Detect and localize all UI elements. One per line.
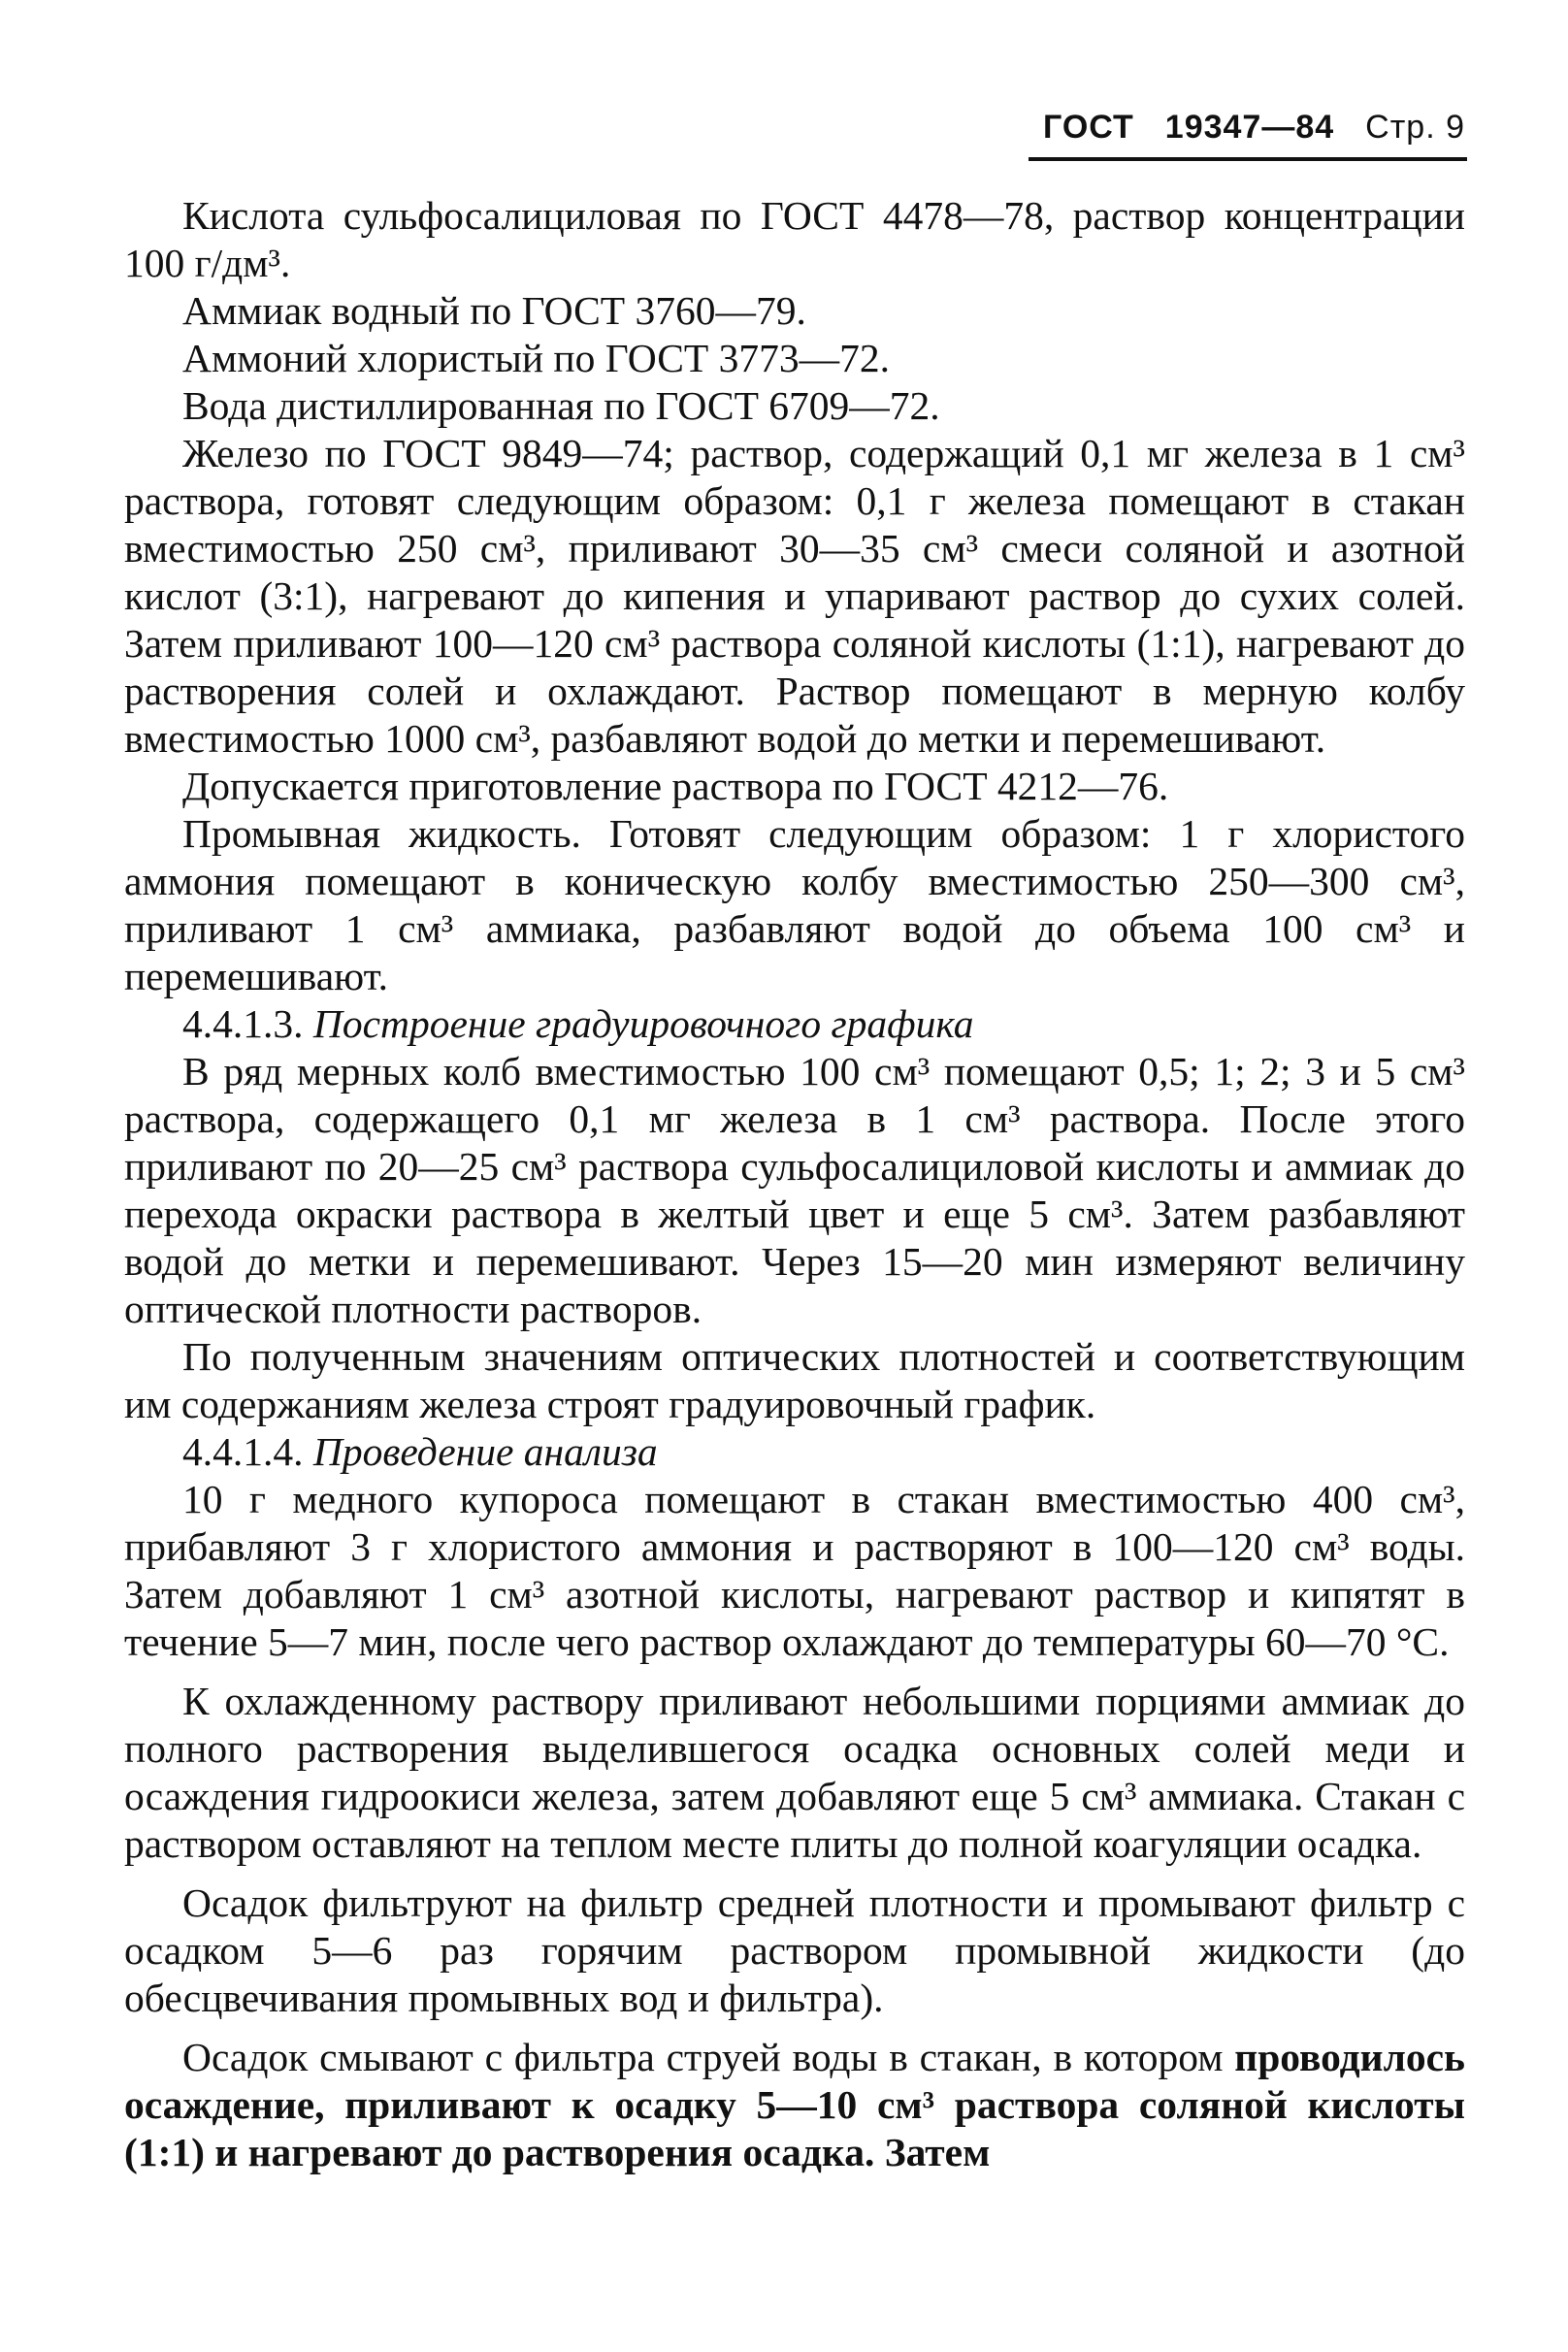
body-text (124, 192, 1465, 2176)
paragraph-analysis-step-4-end: проводилось осаждение, приливают к осадку 5—10 см³ раствора соляной кислоты (1:1) и нагревают до растворения осадка. Затем (124, 2035, 1465, 2174)
header-page-label: Стр. 9 (1365, 109, 1465, 146)
section-number: 4.4.1.3. (182, 1001, 304, 1046)
header-standard: ГОСТ (1043, 109, 1134, 146)
paragraph-analysis-step-3: Осадок фильтруют на фильтр средней плотности и промывают фильтр с осадком 5—6 раз горячим раствором промывной жидкости (до обесцвечивания промывных вод и фильтра). (124, 1880, 1465, 2020)
section-number: 4.4.1.4. (182, 1429, 304, 1474)
paragraph-washing-liquid: Промывная жидкость. Готовят следующим образом: 1 г хлористого аммония помещают в коническую колбу вместимостью 250—300 см³, приливают 1 см³ аммиака, разбавляют водой до объема 100 см³ и перемешивают. (124, 811, 1465, 998)
section-title: Построение градуировочного графика (312, 1001, 974, 1046)
section-heading-4-4-1-3 (124, 1000, 1465, 1048)
section-title: Проведение анализа (312, 1429, 658, 1474)
paragraph-iron-solution: Железо по ГОСТ 9849—74; раствор, содержащий 0,1 мг железа в 1 см³ раствора, готовят следующим образом: 0,1 г железа помещают в стакан вместимостью 250 см³, приливают 30—35 см³ смеси соляной и азотной кислот (3:1), нагревают до кипения и упаривают раствор до сухих солей. Затем приливают 100—120 см³ раствора соляной кислоты (1:1), нагревают до растворения солей и охлаждают. Раствор помещают в мерную колбу вместимостью 1000 см³, разбавляют водой до метки и перемешивают. (124, 431, 1465, 761)
paragraph-calibration-procedure: В ряд мерных колб вместимостью 100 см³ помещают 0,5; 1; 2; 3 и 5 см³ раствора, содержащего 0,1 мг железа в 1 см³ раствора. После этого приливают по 20—25 см³ раствора сульфосалициловой кислоты и аммиак до перехода окраски раствора в желтый цвет и еще 5 см³. Затем разбавляют водой до метки и перемешивают. Через 15—20 мин измеряют величину оптической плотности растворов. (124, 1049, 1465, 1331)
paragraph-sulfosalicylic-acid: Кислота сульфосалициловая по ГОСТ 4478—78, раствор концентрации 100 г/дм³. (124, 193, 1465, 285)
header-rule (1029, 157, 1467, 161)
running-header (1038, 109, 1465, 147)
paragraph-analysis-step-4 (124, 2034, 1465, 2176)
paragraph-analysis-step-1: 10 г медного купороса помещают в стакан вместимостью 400 см³, прибавляют 3 г хлористого аммония и растворяют в 100—120 см³ воды. Затем добавляют 1 см³ азотной кислоты, нагревают раствор и кипятят в течение 5—7 мин, после чего раствор охлаждают до температуры 60—70 °С. (124, 1477, 1465, 1664)
paragraph-distilled-water: Вода дистиллированная по ГОСТ 6709—72. (182, 383, 940, 428)
paragraph-analysis-step-4-start: Осадок смывают с фильтра струей воды в стакан, в котором (182, 2035, 1235, 2079)
paragraph-gost-4212: Допускается приготовление раствора по ГОСТ 4212—76. (182, 764, 1169, 808)
header-number: 19347—84 (1164, 109, 1335, 146)
paragraph-ammonium-chloride: Аммоний хлористый по ГОСТ 3773—72. (182, 336, 890, 380)
paragraph-analysis-step-2: К охлажденному раствору приливают небольшими порциями аммиак до полного растворения выделившегося осадка основных солей меди и осаждения гидроокиси железа, затем добавляют еще 5 см³ аммиака. Стакан с раствором оставляют на теплом месте плиты до полной коагуляции осадка. (124, 1679, 1465, 1866)
paragraph-ammonia: Аммиак водный по ГОСТ 3760—79. (182, 288, 806, 333)
section-heading-4-4-1-4 (124, 1428, 1465, 1476)
paragraph-calibration-graph: По полученным значениям оптических плотностей и соответствующим им содержаниям железа строят градуировочный график. (124, 1334, 1465, 1426)
